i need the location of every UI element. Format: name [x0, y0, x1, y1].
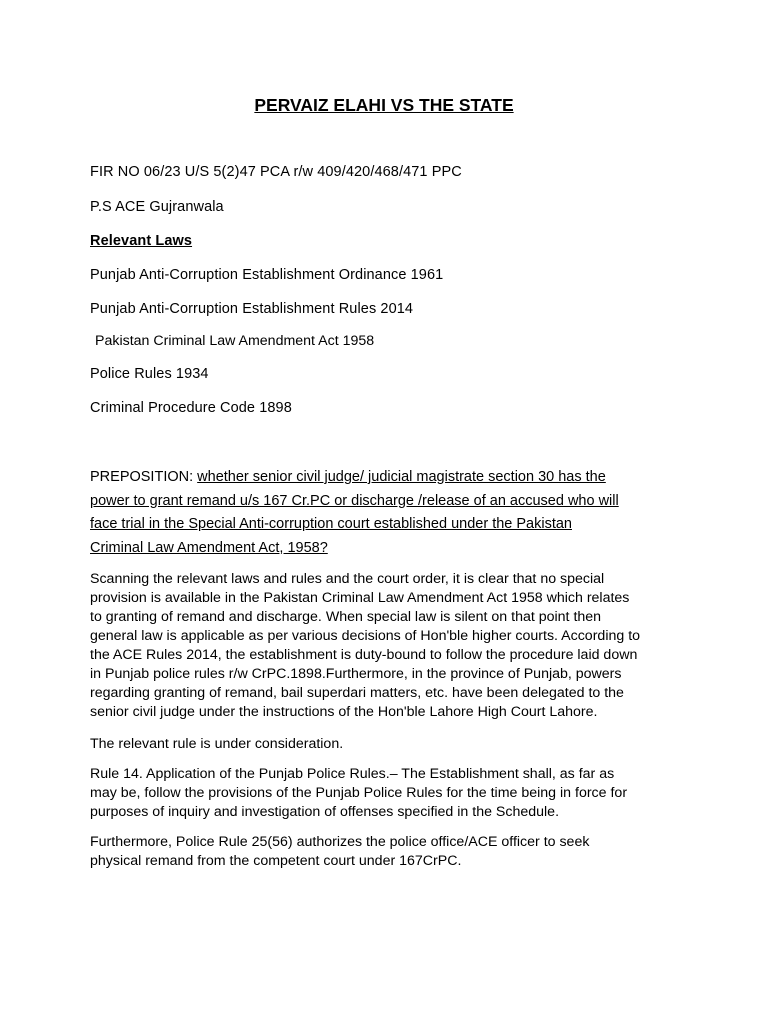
- paragraph-line: Furthermore, Police Rule 25(56) authorizes the police office/ACE officer to seek: [90, 834, 590, 850]
- paragraph-line: regarding granting of remand, bail superdari matters, etc. have been delegated to the: [90, 685, 624, 701]
- paragraph-line: in Punjab police rules r/w CrPC.1898.Furthermore, in the province of Punjab, powers: [90, 666, 622, 682]
- paragraph-line: The relevant rule is under consideration.: [90, 736, 344, 752]
- paragraph-line: may be, follow the provisions of the Punjab Police Rules for the time being in force for: [90, 785, 628, 801]
- police-rule-paragraph: [90, 833, 690, 871]
- preposition-text: face trial in the Special Anti-corruption court established under the Pakistan: [90, 516, 572, 532]
- preposition-text: whether senior civil judge/ judicial magistrate section 30 has the: [197, 469, 606, 485]
- paragraph-line: purposes of inquiry and investigation of offenses specified in the Schedule.: [90, 804, 560, 820]
- paragraph-line: Scanning the relevant laws and rules and the court order, it is clear that no special: [90, 571, 605, 587]
- fir-line: FIR NO 06/23 U/S 5(2)47 PCA r/w 409/420/468/471 PPC: [90, 164, 462, 180]
- rule-intro-paragraph: [90, 735, 690, 754]
- law-item: Pakistan Criminal Law Amendment Act 1958: [95, 333, 375, 349]
- paragraph-line: provision is available in the Pakistan Criminal Law Amendment Act 1958 which relates: [90, 590, 630, 606]
- preposition-label: PREPOSITION:: [90, 469, 198, 485]
- paragraph-line: the ACE Rules 2014, the establishment is duty-bound to follow the procedure laid down: [90, 647, 638, 663]
- paragraph-line: Rule 14. Application of the Punjab Police Rules.– The Establishment shall, as far as: [90, 766, 615, 782]
- preposition-block: [90, 466, 690, 560]
- rule-14-paragraph: [90, 765, 690, 822]
- paragraph-line: physical remand from the competent court under 167CrPC.: [90, 853, 462, 869]
- police-station-line: P.S ACE Gujranwala: [90, 199, 224, 215]
- relevant-laws-heading: Relevant Laws: [90, 233, 193, 249]
- preposition-text: power to grant remand u/s 167 Cr.PC or discharge /release of an accused who will: [90, 492, 619, 509]
- law-item: Criminal Procedure Code 1898: [90, 400, 292, 416]
- document-title: PERVAIZ ELAHI VS THE STATE: [254, 95, 514, 115]
- law-item: Police Rules 1934: [90, 366, 209, 382]
- analysis-paragraph: [90, 570, 690, 722]
- law-item: Punjab Anti-Corruption Establishment Ordinance 1961: [90, 267, 444, 283]
- preposition-text: Criminal Law Amendment Act, 1958?: [90, 539, 328, 556]
- paragraph-line: general law is applicable as per various decisions of Hon'ble higher courts. According to: [90, 628, 641, 644]
- law-item: Punjab Anti-Corruption Establishment Rules 2014: [90, 301, 414, 317]
- paragraph-line: senior civil judge under the instructions of the Hon'ble Lahore High Court Lahore.: [90, 704, 598, 720]
- paragraph-line: to granting of remand and discharge. When special law is silent on that point then: [90, 609, 602, 625]
